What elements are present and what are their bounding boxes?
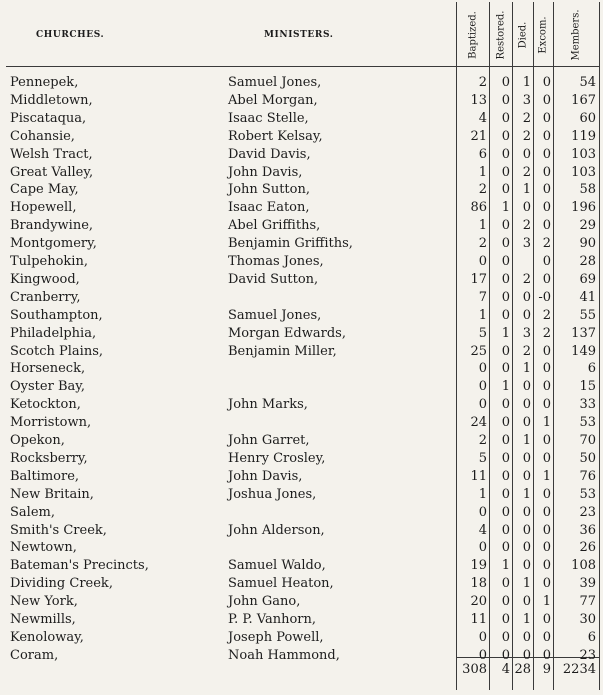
church-name: Southampton, xyxy=(10,307,103,323)
table-row xyxy=(6,182,600,197)
restored-count: 0 xyxy=(501,307,510,323)
church-name: Ketockton, xyxy=(10,397,81,413)
excom-count: 2 xyxy=(542,307,551,323)
restored-count: 0 xyxy=(501,468,510,484)
died-count: 1 xyxy=(522,486,531,502)
died-count: 2 xyxy=(522,128,531,144)
header-churches: CHURCHES. xyxy=(36,30,105,40)
restored-count: 0 xyxy=(501,182,510,198)
baptized-count: 19 xyxy=(470,558,487,574)
header-ministers: MINISTERS. xyxy=(264,30,334,40)
baptized-count: 5 xyxy=(478,325,487,341)
table-row xyxy=(6,451,600,466)
restored-count: 0 xyxy=(501,415,510,431)
minister-name: John Alderson, xyxy=(228,522,325,538)
baptized-count: 2 xyxy=(478,236,487,252)
church-name: Tulpehokin, xyxy=(10,254,88,269)
died-count: 0 xyxy=(522,629,531,645)
baptized-count: 25 xyxy=(470,343,487,359)
members-count: 36 xyxy=(579,522,596,538)
table-row xyxy=(6,236,600,251)
minister-name: David Davis, xyxy=(228,146,311,162)
baptized-count: 0 xyxy=(478,361,487,377)
members-count: 90 xyxy=(579,236,596,252)
church-name: Piscataqua, xyxy=(10,110,87,126)
excom-count: 0 xyxy=(542,629,551,645)
church-name: Kenoloway, xyxy=(10,629,84,645)
died-count: 0 xyxy=(522,200,531,216)
restored-count: 0 xyxy=(501,629,510,645)
minister-name: Samuel Jones, xyxy=(228,307,322,323)
baptized-count: 0 xyxy=(478,254,487,269)
church-name: Coram, xyxy=(10,647,59,663)
excom-count: 0 xyxy=(542,647,551,663)
died-count: 1 xyxy=(522,576,531,592)
table-row xyxy=(6,523,600,538)
excom-count: 0 xyxy=(542,343,551,359)
minister-name: Morgan Edwards, xyxy=(228,325,346,341)
table-row xyxy=(6,272,600,287)
table-row xyxy=(6,505,600,520)
table-row xyxy=(6,75,600,90)
restored-count: 0 xyxy=(501,540,510,556)
members-count: 26 xyxy=(579,540,596,556)
minister-name: Samuel Waldo, xyxy=(228,558,326,574)
minister-name: John Sutton, xyxy=(228,182,310,198)
excom-count: 0 xyxy=(542,92,551,108)
church-name: Philadelphia, xyxy=(10,325,97,341)
header-baptized-cell xyxy=(456,4,489,66)
baptized-count: 1 xyxy=(478,164,487,180)
excom-count: 0 xyxy=(542,182,551,198)
excom-count: 0 xyxy=(542,486,551,502)
restored-count: 0 xyxy=(501,92,510,108)
baptized-count: 24 xyxy=(470,415,487,431)
table-row xyxy=(6,254,600,269)
members-count: 6 xyxy=(587,361,596,377)
members-count: 53 xyxy=(579,486,596,502)
church-name: Smith's Creek, xyxy=(10,522,107,538)
table-row xyxy=(6,147,600,162)
church-name: Cohansie, xyxy=(10,128,75,144)
restored-count: 1 xyxy=(501,379,510,395)
excom-count: 0 xyxy=(542,504,551,520)
members-count: 69 xyxy=(579,271,596,287)
members-count: 103 xyxy=(571,164,596,180)
church-name: Scotch Plains, xyxy=(10,343,104,359)
members-count: 108 xyxy=(571,558,596,574)
minister-name: Isaac Stelle, xyxy=(228,110,309,126)
members-count: 58 xyxy=(579,182,596,198)
total-died: 28 xyxy=(514,662,531,677)
table-row xyxy=(6,540,600,555)
excom-count: 0 xyxy=(542,576,551,592)
died-count: 0 xyxy=(522,594,531,610)
restored-count: 0 xyxy=(501,612,510,627)
baptized-count: 0 xyxy=(478,629,487,645)
died-count: 0 xyxy=(522,397,531,413)
died-count: 0 xyxy=(522,540,531,556)
restored-count: 0 xyxy=(501,218,510,234)
church-name: Dividing Creek, xyxy=(10,576,113,592)
table-row xyxy=(6,415,600,430)
church-name: Salem, xyxy=(10,504,55,520)
members-count: 103 xyxy=(571,146,596,162)
table-row xyxy=(6,111,600,126)
minister-name: Joshua Jones, xyxy=(228,486,317,502)
excom-count: 1 xyxy=(542,468,551,484)
restored-count: 0 xyxy=(501,397,510,413)
members-count: 149 xyxy=(571,343,596,359)
baptized-count: 1 xyxy=(478,307,487,323)
restored-count: 0 xyxy=(501,361,510,377)
table-row xyxy=(6,648,600,663)
header-members-cell xyxy=(553,4,599,66)
minister-name: P. P. Vanhorn, xyxy=(228,612,316,627)
excom-count: 0 xyxy=(542,612,551,627)
minister-name: Thomas Jones, xyxy=(228,254,324,269)
members-count: 167 xyxy=(571,92,596,108)
died-count: 2 xyxy=(522,343,531,359)
members-count: 76 xyxy=(579,468,596,484)
header-restored-cell xyxy=(489,4,512,66)
died-count: 1 xyxy=(522,433,531,448)
header-restored: Restored. xyxy=(495,10,506,60)
members-count: 77 xyxy=(579,594,596,610)
church-name: Pennepek, xyxy=(10,75,79,90)
table-row xyxy=(6,469,600,484)
church-name: Newmills, xyxy=(10,612,76,627)
died-count: 2 xyxy=(522,164,531,180)
table-row xyxy=(6,200,600,215)
members-count: 54 xyxy=(579,75,596,90)
restored-count: 0 xyxy=(501,486,510,502)
members-count: 60 xyxy=(579,110,596,126)
church-name: Brandywine, xyxy=(10,218,94,234)
baptized-count: 17 xyxy=(470,271,487,287)
church-name: New Britain, xyxy=(10,486,94,502)
minister-name: Noah Hammond, xyxy=(228,647,340,663)
baptized-count: 20 xyxy=(470,594,487,610)
church-name: Hopewell, xyxy=(10,200,77,216)
died-count: 0 xyxy=(522,468,531,484)
church-name: Oyster Bay, xyxy=(10,379,85,395)
table-row xyxy=(6,594,600,609)
excom-count: 0 xyxy=(542,540,551,556)
excom-count: 0 xyxy=(542,200,551,216)
baptized-count: 1 xyxy=(478,218,487,234)
restored-count: 0 xyxy=(501,271,510,287)
baptized-count: 0 xyxy=(478,504,487,520)
excom-count: 0 xyxy=(542,110,551,126)
excom-count: 0 xyxy=(542,146,551,162)
excom-count: 0 xyxy=(542,164,551,180)
minister-name: John Davis, xyxy=(228,468,303,484)
total-baptized: 308 xyxy=(462,662,487,677)
baptized-count: 1 xyxy=(478,486,487,502)
excom-count: 1 xyxy=(542,594,551,610)
members-count: 23 xyxy=(579,504,596,520)
died-count: 1 xyxy=(522,75,531,90)
excom-count: 0 xyxy=(542,218,551,234)
restored-count: 0 xyxy=(501,450,510,466)
minister-name: Benjamin Miller, xyxy=(228,343,337,359)
restored-count: 0 xyxy=(501,576,510,592)
members-count: 39 xyxy=(579,576,596,592)
died-count: 3 xyxy=(522,325,531,341)
died-count: 1 xyxy=(522,361,531,377)
died-count: 0 xyxy=(522,522,531,538)
members-count: 33 xyxy=(579,397,596,413)
restored-count: 0 xyxy=(501,236,510,252)
minister-name: Joseph Powell, xyxy=(228,629,324,645)
church-name: New York, xyxy=(10,594,78,610)
restored-count: 0 xyxy=(501,146,510,162)
baptized-count: 18 xyxy=(470,576,487,592)
totals-row xyxy=(6,662,600,678)
table-row xyxy=(6,630,600,645)
died-count: 0 xyxy=(522,647,531,663)
died-count: 0 xyxy=(522,415,531,431)
restored-count: 1 xyxy=(501,558,510,574)
header-died: Died. xyxy=(517,21,528,49)
table-row xyxy=(6,397,600,412)
total-members: 2234 xyxy=(562,662,596,677)
header-baptized: Baptized. xyxy=(467,11,478,59)
minister-name: Abel Morgan, xyxy=(228,92,318,108)
baptized-count: 0 xyxy=(478,379,487,395)
baptized-count: 5 xyxy=(478,450,487,466)
restored-count: 0 xyxy=(501,433,510,448)
members-count: 137 xyxy=(571,325,596,341)
baptized-count: 6 xyxy=(478,146,487,162)
died-count: 2 xyxy=(522,218,531,234)
restored-count: 0 xyxy=(501,110,510,126)
members-count: 30 xyxy=(579,612,596,627)
minister-name: David Sutton, xyxy=(228,271,319,287)
restored-count: 0 xyxy=(501,343,510,359)
church-name: Bateman's Precincts, xyxy=(10,558,149,574)
excom-count: 0 xyxy=(542,433,551,448)
died-count: 0 xyxy=(522,558,531,574)
church-name: Horseneck, xyxy=(10,361,86,377)
header-died-cell xyxy=(512,4,533,66)
died-count: 0 xyxy=(522,450,531,466)
minister-name: Robert Kelsay, xyxy=(228,128,323,144)
table-row xyxy=(6,558,600,573)
table-row xyxy=(6,344,600,359)
died-count: 2 xyxy=(522,110,531,126)
restored-count: 0 xyxy=(501,254,510,269)
excom-count: 0 xyxy=(542,558,551,574)
minister-name: Benjamin Griffiths, xyxy=(228,236,353,252)
members-count: 15 xyxy=(579,379,596,395)
minister-name: Samuel Jones, xyxy=(228,75,322,90)
restored-count: 1 xyxy=(501,200,510,216)
minister-name: John Marks, xyxy=(228,397,308,413)
minister-name: Isaac Eaton, xyxy=(228,200,310,216)
baptized-count: 2 xyxy=(478,182,487,198)
died-count: 1 xyxy=(522,612,531,627)
church-name: Morristown, xyxy=(10,415,92,431)
church-name: Opekon, xyxy=(10,433,65,448)
minister-name: John Davis, xyxy=(228,164,303,180)
table-row xyxy=(6,218,600,233)
church-name: Great Valley, xyxy=(10,164,94,180)
members-count: 53 xyxy=(579,415,596,431)
excom-count: 0 xyxy=(542,75,551,90)
church-name: Cranberry, xyxy=(10,289,81,305)
church-name: Rocksberry, xyxy=(10,450,88,466)
died-count: 0 xyxy=(522,307,531,323)
minister-name: Abel Griffiths, xyxy=(228,218,321,234)
excom-count: 0 xyxy=(542,271,551,287)
restored-count: 0 xyxy=(501,647,510,663)
baptized-count: 4 xyxy=(478,522,487,538)
excom-count: 0 xyxy=(542,128,551,144)
minister-name: Henry Crosley, xyxy=(228,450,326,466)
died-count: 0 xyxy=(522,504,531,520)
church-name: Baltimore, xyxy=(10,468,80,484)
table-row xyxy=(6,433,600,448)
church-name: Kingwood, xyxy=(10,271,80,287)
baptized-count: 0 xyxy=(478,397,487,413)
baptized-count: 11 xyxy=(470,468,487,484)
died-count: 3 xyxy=(522,236,531,252)
minister-name: John Garret, xyxy=(228,433,310,448)
died-count: 0 xyxy=(522,379,531,395)
table-row xyxy=(6,379,600,394)
restored-count: 0 xyxy=(501,164,510,180)
table-row xyxy=(6,290,600,305)
table-row xyxy=(6,165,600,180)
baptized-count: 7 xyxy=(478,289,487,305)
church-name: Newtown, xyxy=(10,540,77,556)
baptized-count: 2 xyxy=(478,433,487,448)
died-count: 0 xyxy=(522,289,531,305)
members-count: 6 xyxy=(587,629,596,645)
members-count: 70 xyxy=(579,433,596,448)
table-row xyxy=(6,308,600,323)
members-count: 28 xyxy=(579,254,596,269)
total-restored: 4 xyxy=(501,662,510,677)
members-count: 29 xyxy=(579,218,596,234)
total-excom: 9 xyxy=(542,662,551,677)
header-rule xyxy=(6,66,600,67)
baptized-count: 4 xyxy=(478,110,487,126)
members-count: 119 xyxy=(571,128,596,144)
excom-count: 0 xyxy=(542,254,551,269)
table-row xyxy=(6,612,600,627)
excom-count: 2 xyxy=(542,325,551,341)
header-excom-cell xyxy=(533,4,553,66)
church-name: Montgomery, xyxy=(10,236,97,252)
table-row xyxy=(6,361,600,376)
died-count: 0 xyxy=(522,146,531,162)
excom-count: 1 xyxy=(542,415,551,431)
baptized-count: 2 xyxy=(478,75,487,90)
members-count: 41 xyxy=(579,289,596,305)
excom-count: 0 xyxy=(542,361,551,377)
died-count: 3 xyxy=(522,92,531,108)
excom-count: -0 xyxy=(538,289,551,305)
restored-count: 0 xyxy=(501,594,510,610)
minister-name: John Gano, xyxy=(228,594,301,610)
members-count: 196 xyxy=(571,200,596,216)
members-count: 55 xyxy=(579,307,596,323)
members-count: 50 xyxy=(579,450,596,466)
restored-count: 0 xyxy=(501,504,510,520)
header-excom: Excom. xyxy=(537,16,549,54)
table-row xyxy=(6,93,600,108)
church-statistics-table xyxy=(6,2,600,690)
table-row xyxy=(6,326,600,341)
excom-count: 0 xyxy=(542,397,551,413)
table-row xyxy=(6,576,600,591)
died-count: 2 xyxy=(522,271,531,287)
baptized-count: 13 xyxy=(470,92,487,108)
excom-count: 2 xyxy=(542,236,551,252)
church-name: Middletown, xyxy=(10,92,93,108)
baptized-count: 86 xyxy=(470,200,487,216)
restored-count: 1 xyxy=(501,325,510,341)
baptized-count: 0 xyxy=(478,647,487,663)
baptized-count: 0 xyxy=(478,540,487,556)
church-name: Cape May, xyxy=(10,182,79,198)
baptized-count: 11 xyxy=(470,612,487,627)
excom-count: 0 xyxy=(542,522,551,538)
restored-count: 0 xyxy=(501,128,510,144)
baptized-count: 21 xyxy=(470,128,487,144)
table-row xyxy=(6,487,600,502)
minister-name: Samuel Heaton, xyxy=(228,576,334,592)
members-count: 23 xyxy=(579,647,596,663)
excom-count: 0 xyxy=(542,450,551,466)
church-name: Welsh Tract, xyxy=(10,146,93,162)
died-count: 1 xyxy=(522,182,531,198)
table-row xyxy=(6,129,600,144)
excom-count: 0 xyxy=(542,379,551,395)
restored-count: 0 xyxy=(501,522,510,538)
restored-count: 0 xyxy=(501,75,510,90)
header-members: Members. xyxy=(570,9,582,61)
restored-count: 0 xyxy=(501,289,510,305)
